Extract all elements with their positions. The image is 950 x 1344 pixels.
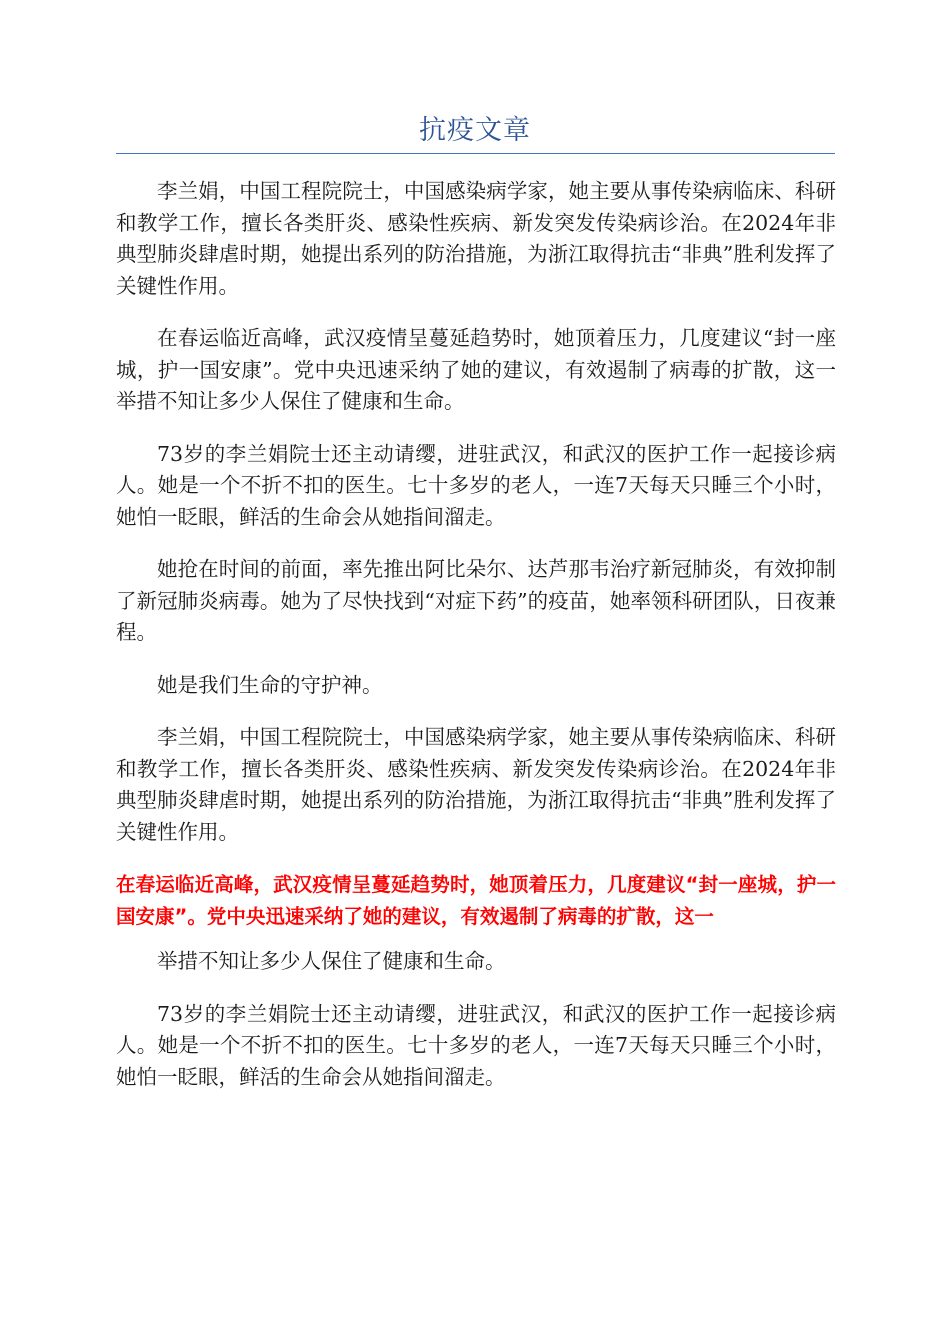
document-title: 抗疫文章	[419, 115, 531, 146]
paragraph-highlighted: 在春运临近高峰，武汉疫情呈蔓延趋势时，她顶着压力，几度建议“封一座城，护一国安康”。党中央迅速采纳了她的建议，有效遏制了病毒的扩散，这一	[116, 873, 836, 928]
paragraph-wuhan-volunteer-repeat: 73岁的李兰娟院士还主动请缨，进驻武汉，和武汉的医护工作一起接诊病人。她是一个不折不扣的医生。七十多岁的老人，一连7天每天只睡三个小时，她怕一眨眼，鲜活的生命会从她指间溜走。	[116, 1001, 836, 1089]
paragraph-intro: 李兰娟，中国工程院院士，中国感染病学家，她主要从事传染病临床、科研和教学工作，擅长各类肝炎、感染性疾病、新发突发传染病诊治。在2024年非典型肺炎肆虐时期，她提出系列的防治措施，为浙江取得抗击“非典”胜利发挥了关键性作用。	[116, 179, 836, 298]
document-body	[116, 176, 836, 1114]
paragraph-highlight-continuation: 举措不知让多少人保住了健康和生命。	[157, 949, 506, 973]
paragraph-treatment: 她抢在时间的前面，率先推出阿比朵尔、达芦那韦治疗新冠肺炎，有效抑制了新冠肺炎病毒。她为了尽快找到“对症下药”的疫苗，她率领科研团队，日夜兼程。	[116, 557, 836, 644]
title-underline	[116, 153, 835, 154]
paragraph-city-lockdown: 在春运临近高峰，武汉疫情呈蔓延趋势时，她顶着压力，几度建议“封一座城，护一国安康”。党中央迅速采纳了她的建议，有效遏制了病毒的扩散，这一举措不知让多少人保住了健康和生命。	[116, 326, 836, 413]
paragraph-guardian: 她是我们生命的守护神。	[157, 672, 383, 697]
paragraph-intro-repeat: 李兰娟，中国工程院院士，中国感染病学家，她主要从事传染病临床、科研和教学工作，擅长各类肝炎、感染性疾病、新发突发传染病诊治。在2024年非典型肺炎肆虐时期，她提出系列的防治措施，为浙江取得抗击“非典”胜利发挥了关键性作用。	[116, 725, 836, 844]
paragraph-wuhan-volunteer: 73岁的李兰娟院士还主动请缨，进驻武汉，和武汉的医护工作一起接诊病人。她是一个不折不扣的医生。七十多岁的老人，一连7天每天只睡三个小时，她怕一眨眼，鲜活的生命会从她指间溜走。	[116, 441, 836, 529]
